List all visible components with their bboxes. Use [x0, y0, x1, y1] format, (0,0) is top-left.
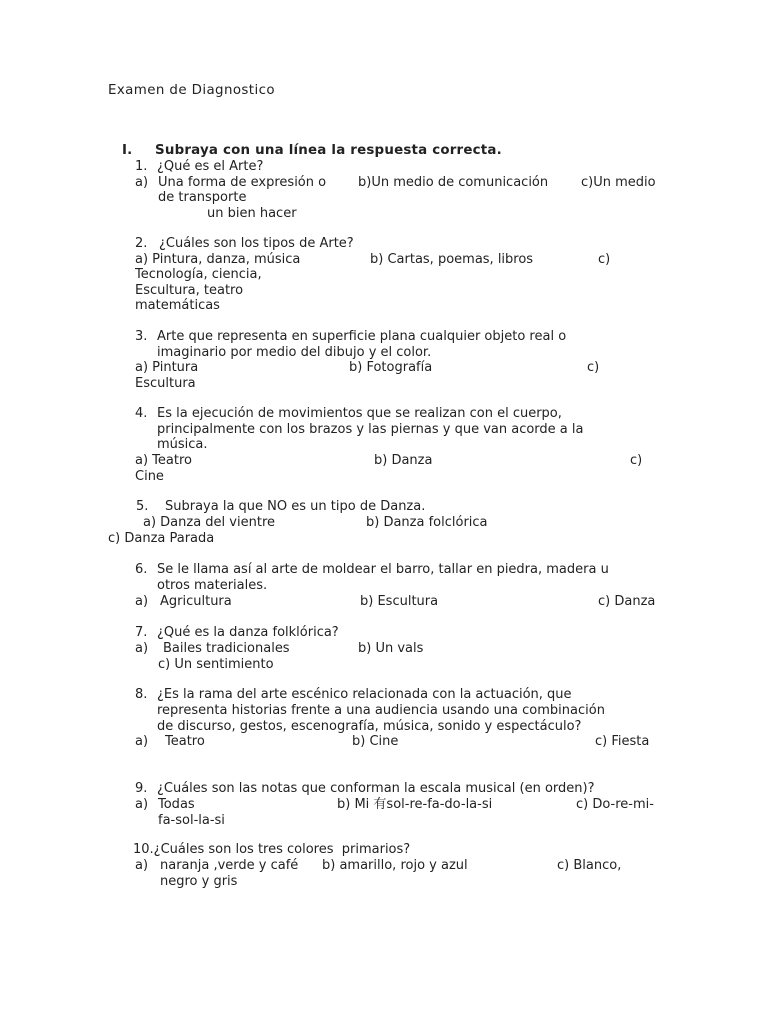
question-6-option-a-marker: a) [135, 594, 149, 609]
question-4-text-line-2 [0, 422, 768, 438]
question-10-option-c: c) Blanco, [557, 858, 622, 873]
question-3-text-line-2 [0, 345, 768, 361]
question-6-number: 6. [135, 562, 148, 577]
question-2-option-a: a) Pintura, danza, música [135, 252, 301, 267]
question-5-option-b: b) Danza folclórica [366, 515, 488, 530]
question-9-number: 9. [135, 781, 148, 796]
question-7-options-line [0, 641, 768, 657]
question-2-option-b: b) Cartas, poemas, libros [370, 252, 534, 267]
question-1-option-a-marker: a) [135, 175, 149, 190]
question-4-options-line [0, 453, 768, 469]
question-9-text: ¿Cuáles son las notas que conforman la escala musical (en orden)? [157, 781, 595, 796]
section-instruction: Subraya con una línea la respuesta correcta. [155, 143, 502, 158]
question-9-option-a-marker: a) [135, 797, 149, 812]
question-4-option-a: a) Teatro [135, 453, 192, 468]
question-3-option-c-continuation: Escultura [135, 376, 196, 391]
question-5-text-line [0, 499, 768, 515]
question-3-number: 3. [135, 329, 148, 344]
question-8-text-line-3 [0, 719, 768, 735]
question-7-option-b: b) Un vals [358, 641, 424, 656]
question-2-text-line [0, 236, 768, 252]
question-9-option-c-continuation-line [0, 813, 768, 829]
question-8-option-a-marker: a) [135, 734, 149, 749]
question-5-text: Subraya la que NO es un tipo de Danza. [165, 499, 426, 514]
question-9-options-line [0, 797, 768, 813]
question-10-option-c-continuation-line [0, 874, 768, 890]
question-2-option-c-continuation-line-3 [0, 298, 768, 314]
question-10-option-a-marker: a) [135, 858, 149, 873]
page-title: Examen de Diagnostico [108, 83, 275, 98]
question-5-options-line [0, 515, 768, 531]
question-7-option-a-marker: a) [135, 641, 149, 656]
section-numeral: I. [122, 143, 133, 158]
question-1-option-c-continuation: de transporte [158, 190, 247, 205]
question-1-text: ¿Qué es el Arte? [157, 159, 264, 174]
question-3-text-2: imaginario por medio del dibujo y el color. [157, 345, 432, 360]
question-4-option-c-continuation-line [0, 469, 768, 485]
question-1-option-c: c)Un medio [581, 175, 656, 190]
question-1-option-b: b)Un medio de comunicación [358, 175, 549, 190]
question-7-option-c-line [0, 657, 768, 673]
question-10-options-line [0, 858, 768, 874]
question-1-option-c-continuation-line [0, 190, 768, 206]
question-2-option-c-continuation-line-2 [0, 283, 768, 299]
question-1-options-line [0, 175, 768, 191]
question-2-option-c-continuation-3: matemáticas [135, 298, 220, 313]
question-8-text-line-1 [0, 687, 768, 703]
question-3-option-b: b) Fotografía [349, 360, 433, 375]
question-2-option-c-continuation-line-1 [0, 267, 768, 283]
question-5-option-a: a) Danza del vientre [143, 515, 275, 530]
question-2-options-line [0, 252, 768, 268]
question-8-option-c: c) Fiesta [595, 734, 650, 749]
question-3-text-1: Arte que representa en superficie plana cualquier objeto real o [157, 329, 567, 344]
question-1-option-a-continuation: un bien hacer [207, 206, 297, 221]
question-4-text-line-3 [0, 437, 768, 453]
question-2-option-c: c) [598, 252, 611, 267]
question-4-text-3: música. [157, 437, 208, 452]
question-9-option-c-continuation: fa-sol-la-si [158, 813, 225, 828]
question-8-number: 8. [135, 687, 148, 702]
question-3-option-c-continuation-line [0, 376, 768, 392]
question-1-text-line [0, 159, 768, 175]
question-1-number: 1. [135, 159, 148, 174]
document-title-line [0, 83, 768, 99]
question-10-option-c-continuation: negro y gris [160, 874, 238, 889]
question-7-option-c: c) Un sentimiento [158, 657, 274, 672]
question-6-option-b: b) Escultura [360, 594, 439, 609]
question-1-option-a-continuation-line [0, 206, 768, 222]
question-3-option-c: c) [587, 360, 600, 375]
question-8-option-a: Teatro [165, 734, 205, 749]
question-5-option-c-line [0, 531, 768, 547]
question-6-text-line-1 [0, 562, 768, 578]
question-5-option-c: c) Danza Parada [108, 531, 215, 546]
question-4-option-c-continuation: Cine [135, 469, 164, 484]
question-4-text-2: principalmente con los brazos y las piernas y que van acorde a la [157, 422, 584, 437]
question-8-text-line-2 [0, 703, 768, 719]
question-8-text-3: de discurso, gestos, escenografía, música, sonido y espectáculo? [157, 719, 582, 734]
question-4-text-1: Es la ejecución de movimientos que se realizan con el cuerpo, [157, 406, 562, 421]
question-8-text-1: ¿Es la rama del arte escénico relacionada con la actuación, que [157, 687, 572, 702]
question-7-text-line [0, 625, 768, 641]
question-2-option-c-continuation-2: Escultura, teatro [135, 283, 244, 298]
question-8-text-2: representa historias frente a una audiencia usando una combinación [157, 703, 605, 718]
question-10-text-line [0, 842, 768, 858]
question-4-option-b: b) Danza [374, 453, 433, 468]
question-1-option-a: Una forma de expresión o [158, 175, 327, 190]
question-3-text-line-1 [0, 329, 768, 345]
question-8-option-b: b) Cine [352, 734, 399, 749]
section-heading-line [0, 143, 768, 159]
question-9-option-c: c) Do-re-mi- [576, 797, 654, 812]
question-3-option-a: a) Pintura [135, 360, 199, 375]
question-6-text-1: Se le llama así al arte de moldear el barro, tallar en piedra, madera u [157, 562, 609, 577]
question-9-option-a: Todas [158, 797, 195, 812]
question-5-number: 5. [136, 499, 149, 514]
question-4-option-c: c) [630, 453, 643, 468]
question-6-option-a: Agricultura [160, 594, 232, 609]
question-8-options-line [0, 734, 768, 750]
question-2-text: ¿Cuáles son los tipos de Arte? [159, 236, 354, 251]
question-6-text-2: otros materiales. [157, 578, 268, 593]
question-4-number: 4. [135, 406, 148, 421]
question-9-text-line [0, 781, 768, 797]
question-6-option-c: c) Danza [598, 594, 656, 609]
question-7-text: ¿Qué es la danza folklórica? [157, 625, 339, 640]
question-7-option-a: Bailes tradicionales [163, 641, 290, 656]
question-3-options-line [0, 360, 768, 376]
question-2-option-c-continuation-1: Tecnología, ciencia, [135, 267, 262, 282]
question-6-options-line [0, 594, 768, 610]
question-4-text-line-1 [0, 406, 768, 422]
question-10-text: 10.¿Cuáles son los tres colores primarios? [133, 842, 411, 857]
question-9-option-b: b) Mi 有sol-re-fa-do-la-si [337, 797, 493, 812]
question-7-number: 7. [135, 625, 148, 640]
question-6-text-line-2 [0, 578, 768, 594]
question-10-option-b: b) amarillo, rojo y azul [322, 858, 468, 873]
question-10-option-a: naranja ,verde y café [160, 858, 299, 873]
question-2-number: 2. [135, 236, 148, 251]
